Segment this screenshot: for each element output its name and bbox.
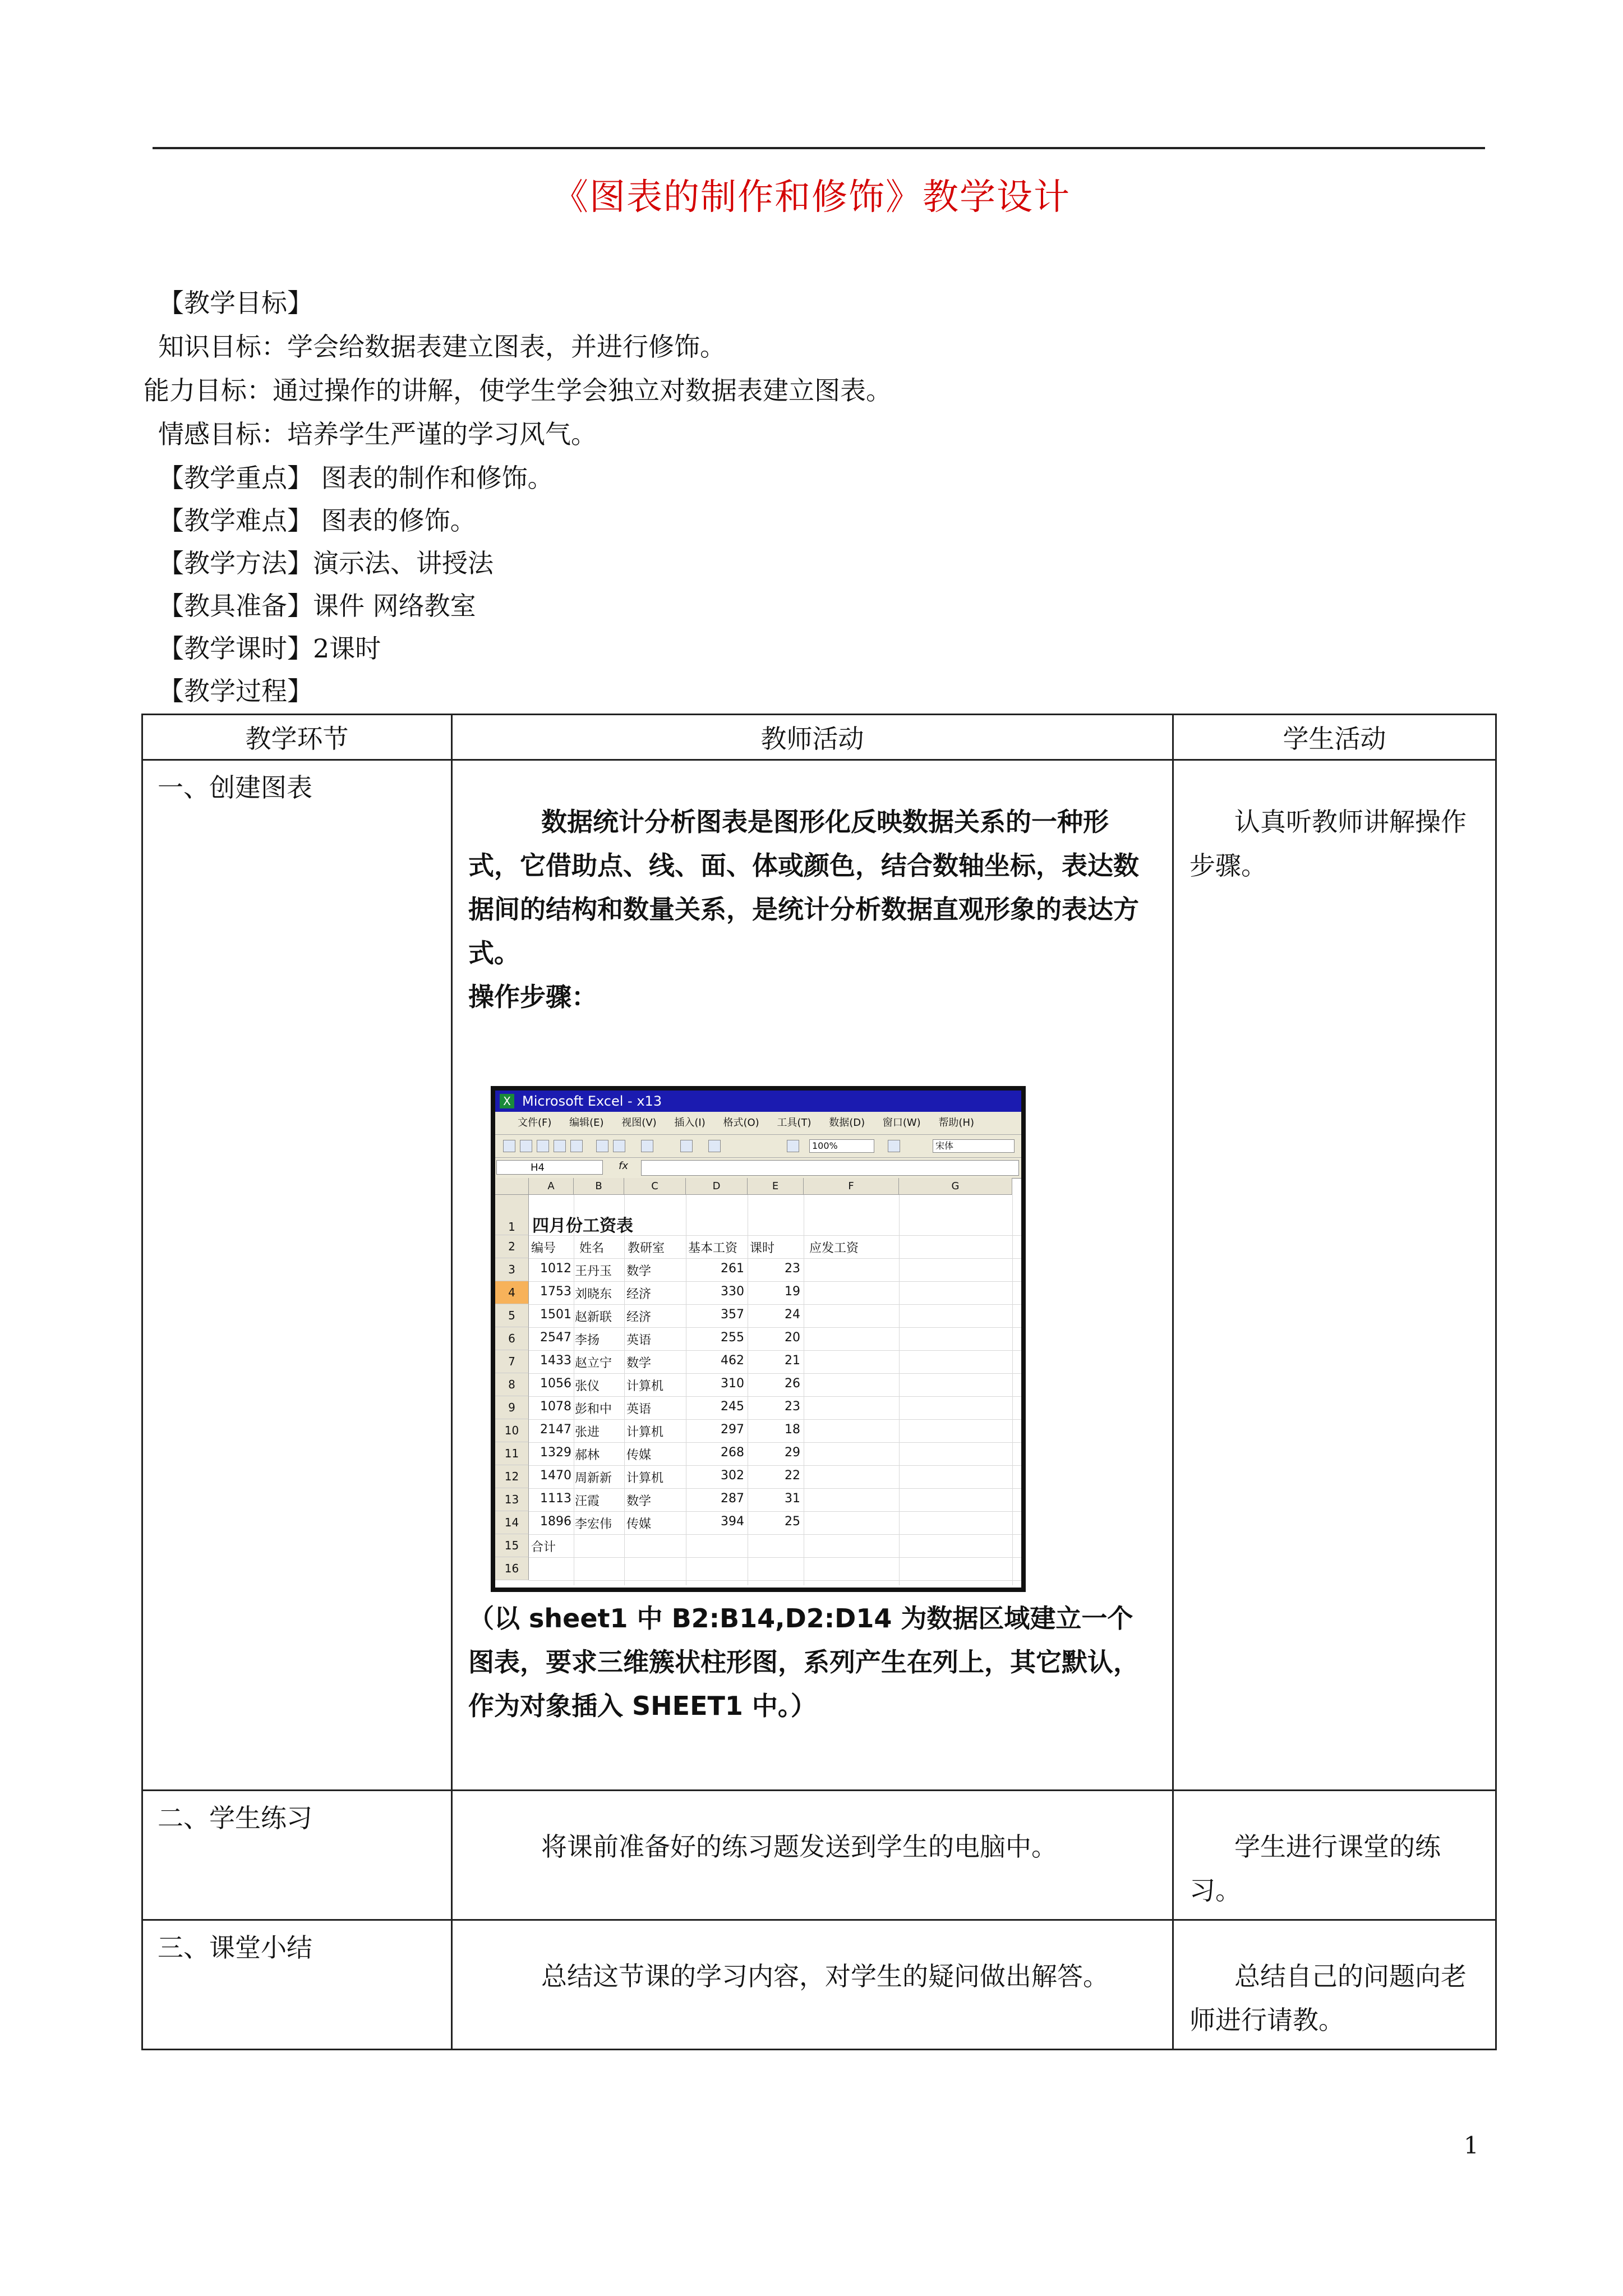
- student-cell: [1173, 1791, 1496, 1920]
- cell-hours: 26: [785, 1377, 800, 1391]
- row-header: 6: [495, 1327, 529, 1350]
- column-header: C: [624, 1178, 686, 1195]
- menu-tools: 工具(T): [777, 1117, 811, 1129]
- teacher-cell: [452, 1791, 1173, 1920]
- copy-icon: [596, 1140, 608, 1152]
- cell-dept: 计算机: [626, 1379, 664, 1393]
- key-point: 【教学重点】 图表的制作和修饰。: [158, 463, 554, 493]
- stage-label: 一、创建图表: [158, 772, 312, 803]
- cell-hours: 25: [785, 1515, 800, 1529]
- student-activity: 学生进行课堂的练习。: [1189, 1832, 1441, 1906]
- student-cell: [1173, 1920, 1496, 2050]
- excel-menu-bar: [495, 1112, 1021, 1135]
- menu-view: 视图(V): [621, 1117, 657, 1129]
- row-header: 14: [495, 1511, 529, 1534]
- menu-help: 帮助(H): [938, 1117, 975, 1129]
- stage-cell: [142, 760, 452, 1791]
- cell-salary: 302: [721, 1469, 744, 1483]
- document-title: 《图表的制作和修饰》教学设计: [552, 177, 1071, 218]
- open-icon: [520, 1140, 532, 1152]
- cell-name: 赵新联: [575, 1310, 612, 1324]
- name-box: H4: [496, 1160, 603, 1175]
- cell-salary: 255: [721, 1331, 744, 1345]
- cell-dept: 数学: [626, 1264, 652, 1278]
- cell-name: 王丹玉: [575, 1264, 612, 1278]
- cell-id: 1329: [540, 1446, 571, 1460]
- table-row: [142, 760, 1496, 1791]
- row-header: 12: [495, 1465, 529, 1488]
- cell-hours: 18: [785, 1423, 800, 1437]
- cell-hours: 20: [785, 1331, 800, 1345]
- cell-hours: 19: [785, 1285, 800, 1299]
- row-header: 10: [495, 1419, 529, 1442]
- stage-cell: [142, 1791, 452, 1920]
- grid-line: [529, 1373, 1021, 1374]
- cell-name: 周新新: [575, 1471, 612, 1485]
- sort-icon: [708, 1140, 721, 1152]
- grid-line: [529, 1557, 1021, 1558]
- cell-id: 1433: [540, 1354, 571, 1368]
- paste-icon: [613, 1140, 625, 1152]
- table-row: [142, 1920, 1496, 2050]
- grid-line: [529, 1442, 1021, 1443]
- cell-dept: 经济: [626, 1287, 652, 1301]
- header-rule: [153, 147, 1485, 149]
- header-stage: 教学环节: [142, 715, 452, 760]
- cell-dept: 英语: [626, 1333, 652, 1347]
- column-label: 基本工资: [688, 1241, 738, 1255]
- cell-salary: 330: [721, 1285, 744, 1299]
- row-header: 7: [495, 1350, 529, 1373]
- grid-line: [529, 1304, 1021, 1305]
- teaching-materials: 【教具准备】课件 网络教室: [158, 591, 476, 621]
- cell-dept: 英语: [626, 1402, 652, 1416]
- stage-label: 二、学生练习: [158, 1803, 312, 1833]
- process-table: [141, 714, 1497, 2050]
- column-header: A: [529, 1178, 574, 1195]
- cell-name: 张仪: [575, 1379, 600, 1393]
- emotion-objective: 情感目标：培养学生严谨的学习风气。: [158, 419, 597, 449]
- print-icon: [554, 1140, 566, 1152]
- student-activity: 总结自己的问题向老师进行请教。: [1189, 1961, 1467, 2035]
- knowledge-objective: 知识目标：学会给数据表建立图表，并进行修饰。: [158, 332, 726, 362]
- column-header: G: [899, 1178, 1012, 1195]
- grid-line: [529, 1258, 1021, 1259]
- row-header: 4: [495, 1281, 529, 1304]
- page-number: 1: [1464, 2132, 1479, 2159]
- cell-id: 1501: [540, 1308, 571, 1322]
- stage-cell: [142, 1920, 452, 2050]
- cell-hours: 21: [785, 1354, 800, 1368]
- chart-wizard-icon: [787, 1140, 799, 1152]
- row-header: 1: [495, 1195, 529, 1235]
- cell-dept: 传媒: [626, 1448, 652, 1462]
- grid-line: [529, 1534, 1021, 1535]
- process-heading: 【教学过程】: [158, 676, 313, 706]
- grid-line: [529, 1465, 1021, 1466]
- new-icon: [503, 1140, 515, 1152]
- cell-id: 1753: [540, 1285, 571, 1299]
- objective-heading: 【教学目标】: [158, 288, 313, 318]
- stage-label: 三、课堂小结: [158, 1932, 312, 1963]
- grid-line: [1012, 1195, 1013, 1585]
- formula-bar: [495, 1158, 1021, 1179]
- row-header: 16: [495, 1557, 529, 1580]
- teacher-task: （以 sheet1 中 B2:B14,D2:D14 为数据区域建立一个图表，要求三维簇状柱形图，系列产生在列上，其它默认，作为对象插入 SHEET1 中。）: [468, 1603, 1139, 1721]
- grid-line: [899, 1195, 900, 1585]
- cell-name: 郝林: [575, 1448, 600, 1462]
- cell-dept: 计算机: [626, 1425, 664, 1439]
- cell-name: 李宏伟: [575, 1517, 612, 1531]
- teaching-method: 【教学方法】演示法、讲授法: [158, 548, 494, 578]
- header-teacher: 教师活动: [452, 715, 1173, 760]
- cell-id: 1056: [540, 1377, 571, 1391]
- cell-salary: 268: [721, 1446, 744, 1460]
- save-icon: [537, 1140, 549, 1152]
- grid-line: [529, 1350, 1021, 1351]
- teaching-hours: 【教学课时】2课时: [158, 633, 381, 664]
- cell-dept: 计算机: [626, 1471, 664, 1485]
- excel-toolbar: [495, 1135, 1021, 1158]
- column-label: 编号: [531, 1241, 556, 1255]
- menu-file: 文件(F): [518, 1117, 552, 1129]
- ability-objective: 能力目标：通过操作的讲解，使学生学会独立对数据表建立图表。: [144, 375, 892, 406]
- cell-name: 张进: [575, 1425, 600, 1439]
- cell-id: 1012: [540, 1262, 571, 1276]
- column-header: E: [748, 1178, 804, 1195]
- menu-window: 窗口(W): [882, 1117, 921, 1129]
- menu-format: 格式(O): [723, 1117, 759, 1129]
- cell-salary: 394: [721, 1515, 744, 1529]
- cell-id: 1078: [540, 1400, 571, 1414]
- teacher-intro: 数据统计分析图表是图形化反映数据关系的一种形式，它借助点、线、面、体或颜色，结合数轴坐标，表达数据间的结构和数量关系，是统计分析数据直观形象的表达方式。: [468, 807, 1139, 968]
- cell-id: 2147: [540, 1423, 571, 1437]
- row-header: 13: [495, 1488, 529, 1511]
- sheet-title: 四月份工资表: [532, 1216, 633, 1236]
- formula-input: [641, 1160, 1019, 1176]
- fx-icon: fx: [619, 1160, 628, 1172]
- cell-hours: 23: [785, 1400, 800, 1414]
- teacher-activity: 将课前准备好的练习题发送到学生的电脑中。: [541, 1832, 1057, 1862]
- total-label: 合计: [531, 1540, 556, 1554]
- cell-salary: 245: [721, 1400, 744, 1414]
- cell-salary: 310: [721, 1377, 744, 1391]
- student-activity: 认真听教师讲解操作步骤。: [1189, 807, 1467, 881]
- excel-window-title: Microsoft Excel - x13: [522, 1093, 662, 1109]
- cell-salary: 287: [721, 1492, 744, 1506]
- row-header: 3: [495, 1258, 529, 1281]
- excel-title-bar: [495, 1091, 1021, 1112]
- row-header: 15: [495, 1534, 529, 1557]
- column-header: D: [686, 1178, 748, 1195]
- grid-line: [529, 1396, 1021, 1397]
- help-icon: [888, 1140, 900, 1152]
- font-select: 宋体: [933, 1139, 1015, 1153]
- grid-line: [529, 1281, 1021, 1282]
- cell-hours: 29: [785, 1446, 800, 1460]
- row-header: 9: [495, 1396, 529, 1419]
- sum-icon: [680, 1140, 693, 1152]
- cell-hours: 31: [785, 1492, 800, 1506]
- row-header: 8: [495, 1373, 529, 1396]
- cell-salary: 462: [721, 1354, 744, 1368]
- teacher-cell: [452, 760, 1173, 1791]
- teacher-steps: 操作步骤：: [468, 982, 597, 1012]
- student-cell: [1173, 760, 1496, 1791]
- cell-name: 刘晓东: [575, 1287, 612, 1301]
- column-header: F: [804, 1178, 899, 1195]
- cell-dept: 数学: [626, 1356, 652, 1370]
- cell-id: 1896: [540, 1515, 571, 1529]
- zoom-select: 100%: [809, 1139, 874, 1153]
- cell-dept: 传媒: [626, 1517, 652, 1531]
- table-row: [142, 1791, 1496, 1920]
- cell-hours: 24: [785, 1308, 800, 1322]
- menu-insert: 插入(I): [674, 1117, 706, 1129]
- row-header: 11: [495, 1442, 529, 1465]
- excel-icon: X: [500, 1094, 514, 1108]
- corner-cell: [495, 1178, 529, 1195]
- cell-name: 赵立宁: [575, 1356, 612, 1370]
- cell-name: 彭和中: [575, 1402, 612, 1416]
- spreadsheet-grid: [495, 1178, 1021, 1588]
- undo-icon: [641, 1140, 653, 1152]
- grid-line: [529, 1488, 1021, 1489]
- cell-id: 2547: [540, 1331, 571, 1345]
- column-label: 教研室: [628, 1241, 665, 1255]
- grid-line: [624, 1195, 625, 1585]
- grid-line: [529, 1327, 1021, 1328]
- menu-data: 数据(D): [829, 1117, 865, 1129]
- header-student: 学生活动: [1173, 715, 1496, 760]
- cell-name: 李扬: [575, 1333, 600, 1347]
- menu-edit: 编辑(E): [569, 1117, 604, 1129]
- row-header: 5: [495, 1304, 529, 1327]
- cell-dept: 经济: [626, 1310, 652, 1324]
- column-label: 应发工资: [809, 1241, 859, 1255]
- preview-icon: [570, 1140, 583, 1152]
- cell-dept: 数学: [626, 1494, 652, 1508]
- cell-id: 1470: [540, 1469, 571, 1483]
- grid-line: [529, 1580, 1021, 1581]
- cell-hours: 22: [785, 1469, 800, 1483]
- row-header: 2: [495, 1235, 529, 1258]
- table-header-row: [142, 715, 1496, 760]
- teacher-activity: 总结这节课的学习内容，对学生的疑问做出解答。: [541, 1961, 1109, 1991]
- cell-id: 1113: [540, 1492, 571, 1506]
- column-label: 课时: [750, 1241, 775, 1255]
- teacher-cell: [452, 1920, 1173, 2050]
- grid-line: [529, 1419, 1021, 1420]
- cell-hours: 23: [785, 1262, 800, 1276]
- cell-salary: 261: [721, 1262, 744, 1276]
- cell-name: 汪霞: [575, 1494, 600, 1508]
- excel-screenshot: [491, 1086, 1026, 1592]
- difficulty: 【教学难点】 图表的修饰。: [158, 505, 476, 536]
- column-label: 姓名: [579, 1241, 605, 1255]
- grid-line: [529, 1511, 1021, 1512]
- column-header: B: [574, 1178, 624, 1195]
- cell-salary: 297: [721, 1423, 744, 1437]
- cell-salary: 357: [721, 1308, 744, 1322]
